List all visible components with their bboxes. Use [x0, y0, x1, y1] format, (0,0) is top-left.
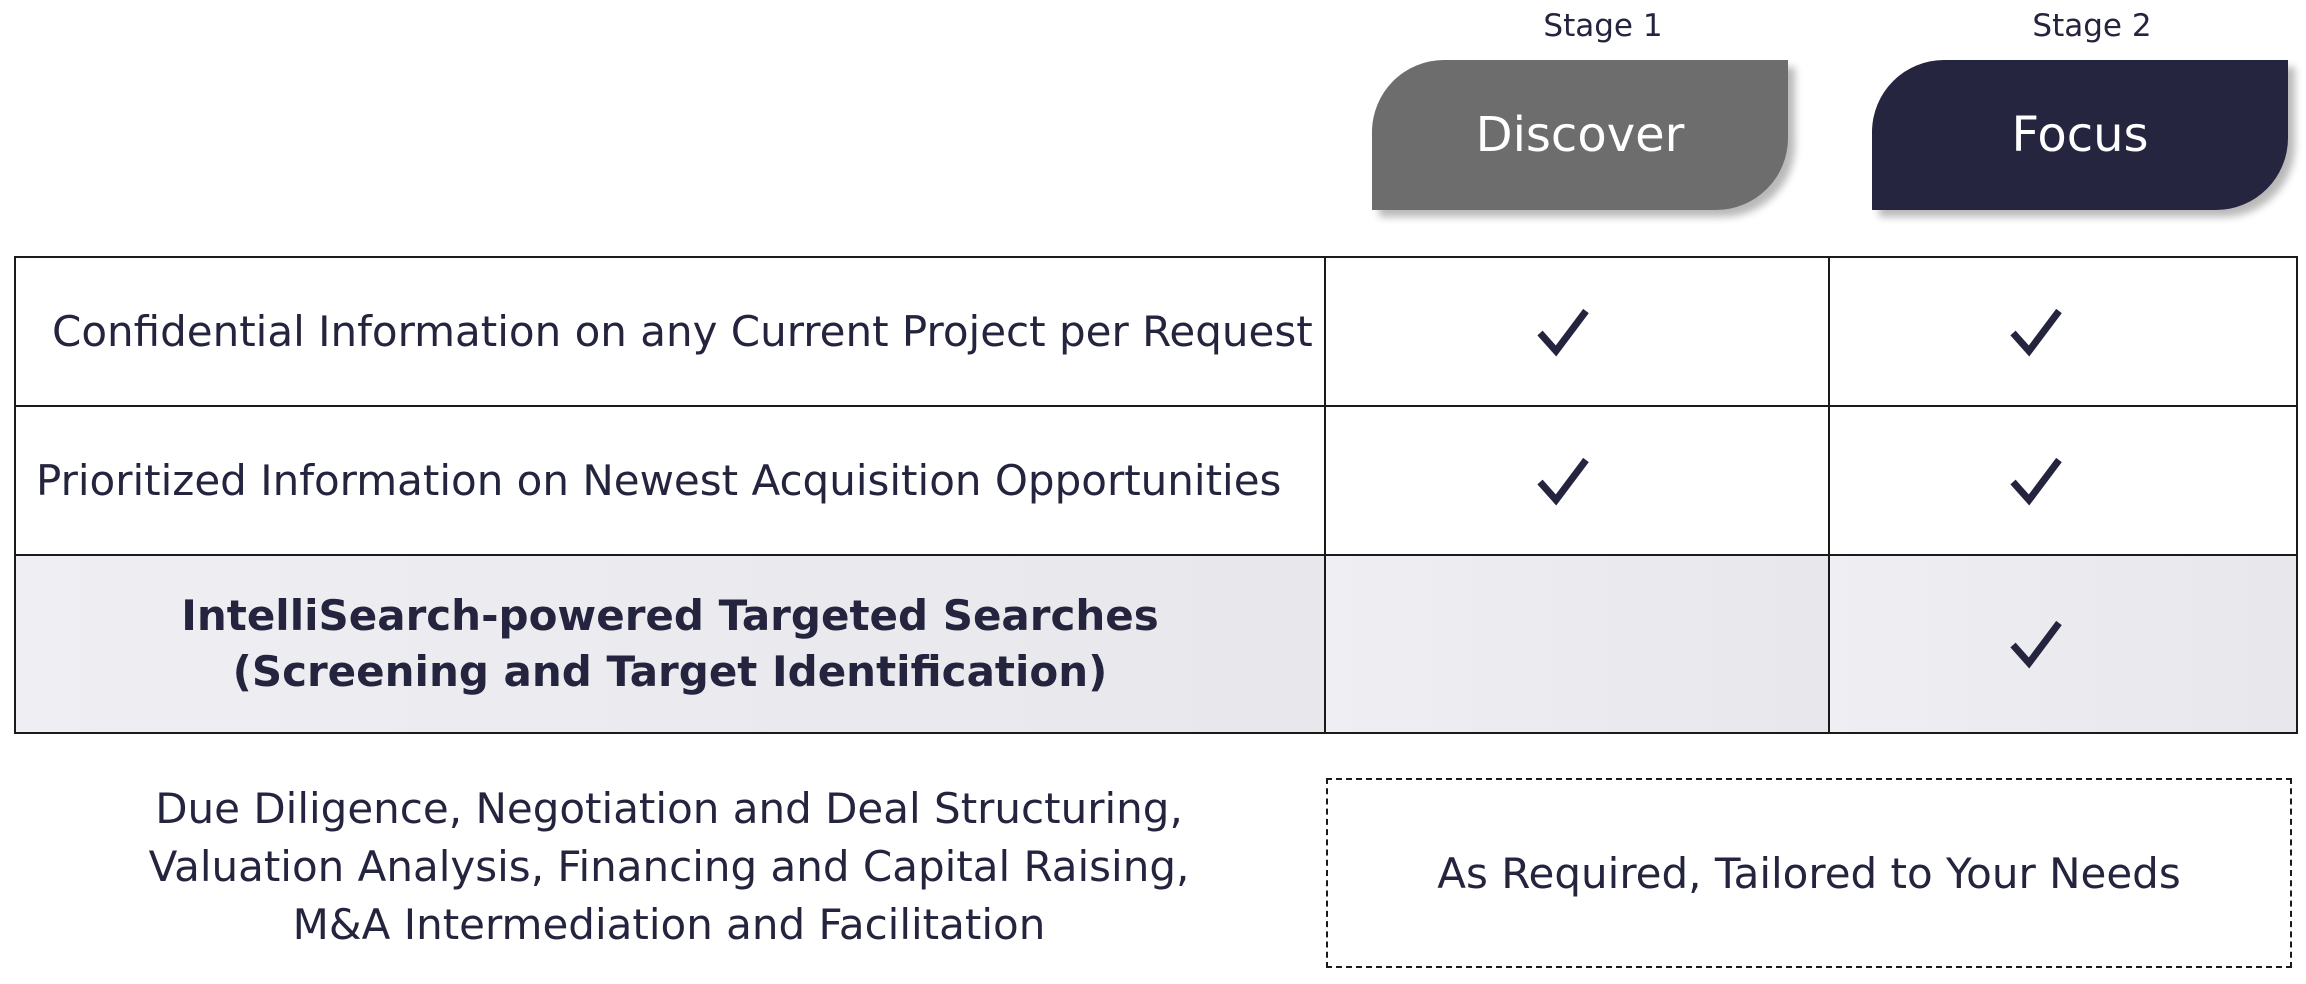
- stage-tab-discover-label: Discover: [1475, 107, 1685, 163]
- services-line-2: Valuation Analysis, Financing and Capital Raising,: [148, 842, 1190, 891]
- feature-cell: [15, 257, 1325, 406]
- stage-2-label: Stage 2: [2032, 8, 2152, 44]
- services-line-1: Due Diligence, Negotiation and Deal Structuring,: [155, 784, 1183, 833]
- feature-cell: [15, 555, 1325, 733]
- checkmark-icon: [1536, 305, 1590, 359]
- table-row: [15, 257, 2297, 406]
- feature-label: Prioritized Information on Newest Acquisition Opportunities: [36, 455, 1282, 505]
- discover-cell-empty: [1325, 555, 1829, 733]
- stage-tab-focus: [1872, 60, 2288, 210]
- table-row: [15, 406, 2297, 555]
- stage-1-label: Stage 1: [1543, 8, 1663, 44]
- feature-comparison-table: [14, 256, 2298, 734]
- checkmark-icon: [2009, 305, 2063, 359]
- feature-cell: [15, 406, 1325, 555]
- tailored-services-label: As Required, Tailored to Your Needs: [1437, 848, 2181, 898]
- table-row-highlighted: [15, 555, 2297, 733]
- discover-cell: [1325, 406, 1829, 555]
- stage-tab-focus-label: Focus: [2011, 107, 2149, 163]
- tailored-services-box: [1326, 778, 2292, 968]
- feature-label: Confidential Information on any Current Project per Request: [52, 306, 1313, 356]
- additional-services-text: [14, 780, 1324, 966]
- checkmark-icon: [2009, 617, 2063, 671]
- focus-cell: [1829, 406, 2297, 555]
- feature-label-line-1: IntelliSearch-powered Targeted Searches: [181, 591, 1159, 640]
- focus-cell: [1829, 555, 2297, 733]
- feature-label: [16, 588, 1324, 700]
- feature-label-line-2: (Screening and Target Identification): [232, 647, 1108, 696]
- focus-cell: [1829, 257, 2297, 406]
- checkmark-icon: [1536, 454, 1590, 508]
- services-line-3: M&A Intermediation and Facilitation: [292, 900, 1046, 949]
- stage-tab-discover: [1372, 60, 1788, 210]
- discover-cell: [1325, 257, 1829, 406]
- checkmark-icon: [2009, 454, 2063, 508]
